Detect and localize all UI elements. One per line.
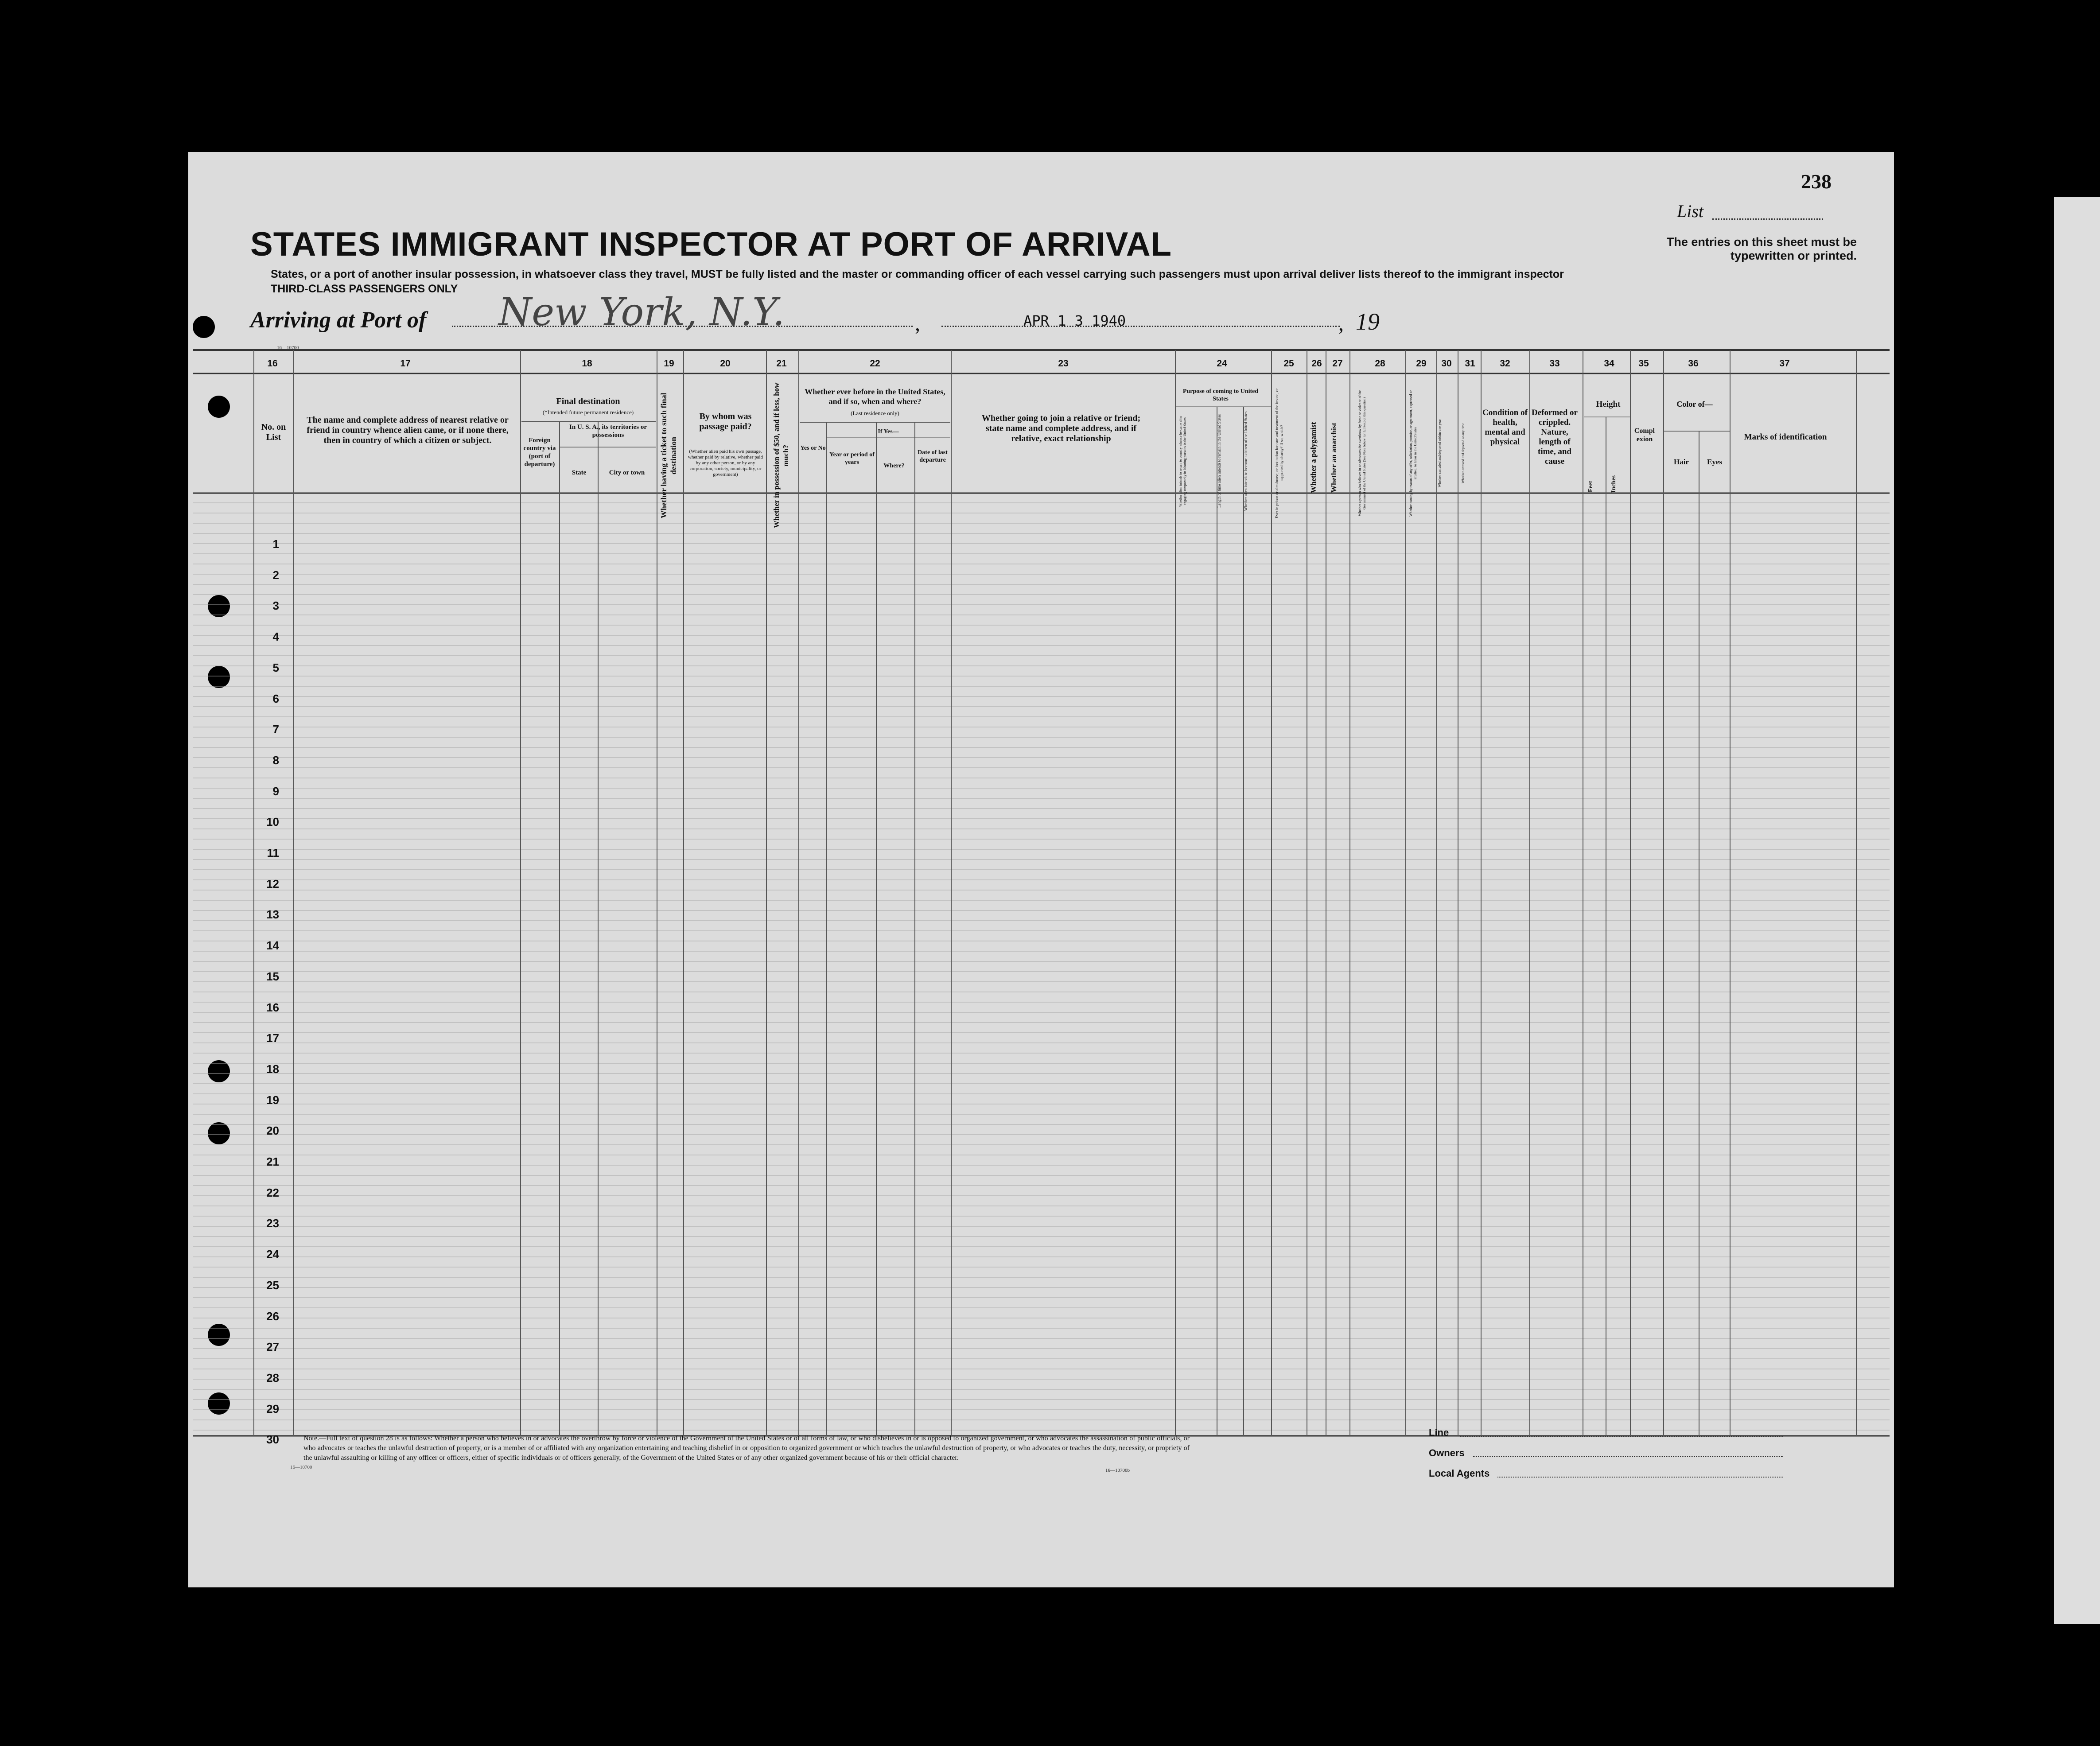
header-last-departure: Date of last departure — [918, 449, 948, 463]
row-number: 28 — [266, 1371, 279, 1384]
header-state: State — [572, 469, 587, 476]
header-citizen-intent: Whether alien intends to become a citizen of the United States — [1244, 411, 1248, 511]
line-field — [1460, 1436, 1783, 1437]
row-number: 3 — [272, 599, 279, 612]
entries-note: The entries on this sheet must be typewritten or printed. — [1666, 235, 1857, 262]
page-number: 238 — [1801, 170, 1832, 193]
col-number-22: 22 — [870, 358, 880, 369]
year-prefix: 19 — [1356, 308, 1380, 335]
header-city: City or town — [609, 469, 645, 476]
col-number-25: 25 — [1283, 358, 1294, 369]
port-handwritten: New York, N.Y. — [498, 290, 785, 334]
col-number-18: 18 — [582, 358, 592, 369]
header-ticket: Whether having a ticket to such final destination — [659, 393, 678, 518]
form-instructions: States, or a port of another insular possession, in whatsoever class they travel, MUST be fully listed and the master or commanding officer of each vessel carrying such passengers must upon arrival deliver lists thereof to the immigrant inspector — [271, 268, 1564, 280]
col-number-37: 37 — [1779, 358, 1790, 369]
header-fifty-dollars: Whether in possession of $50, and if less, how much? — [772, 382, 790, 529]
passenger-class: THIRD-CLASS PASSENGERS ONLY — [271, 283, 458, 295]
header-if-yes: If Yes— — [878, 428, 899, 435]
date-stamp: APR 1 3 1940 — [1023, 312, 1126, 329]
header-final-destination-sub: (*Intended future permanent residence) — [542, 409, 634, 416]
row-number: 4 — [272, 630, 279, 643]
row-number: 26 — [266, 1310, 279, 1323]
col-number-32: 32 — [1500, 358, 1510, 369]
row-number: 11 — [267, 846, 279, 859]
row-number: 13 — [266, 908, 279, 921]
row-number: 1 — [272, 537, 279, 551]
col-number-16: 16 — [267, 358, 278, 369]
col-number-34: 34 — [1604, 358, 1614, 369]
header-years: Year or period of years — [829, 451, 875, 466]
header-purpose: Purpose of coming to United States — [1182, 388, 1259, 402]
header-question-28: Whether a person who believes in or advocates the overthrow by force or violence of the Government of the United States (See Note below for full text of this question) — [1358, 390, 1366, 517]
col-number-19: 19 — [664, 358, 674, 369]
col-number-36: 36 — [1688, 358, 1699, 369]
row-number: 8 — [272, 754, 279, 767]
arriving-label: Arriving at Port of — [250, 307, 427, 333]
header-return-intent: Whether alien intends to return to country whence he came after engaging temporarily in laboring pursuits in the United States — [1178, 416, 1187, 507]
question-28-note: Note.—Full text of question 28 is as follows: Whether a person who believes in or advocates the overthrow by force or violence of the Government of the United States or of all forms of law, or who disbelieves in or is opposed to organized government, or who advocates the assassination of public officials, or who advocates or teaches the unlawful destruction of property, or is a member of or affiliated with any organization entertaining and teaching disbelief in or opposition to organized government or which teaches the unlawful destruction of property, or who advocates or teaches the duty, necessity, or propriety of the unlawful assaulting or killing of any officer or officers, either of specific individuals or of officers generally, of the Government of the United States or of any other organized government because of his or their official character. — [303, 1435, 1190, 1462]
header-in-usa: In U. S. A., its territories or possessions — [569, 424, 647, 439]
note-form-code: 16—10700b — [1105, 1468, 1130, 1473]
header-length-of-stay: Length of time alien intends to remain in the United States — [1217, 414, 1221, 508]
header-last-residence: (Last residence only) — [851, 410, 899, 416]
row-number: 12 — [266, 877, 279, 890]
list-field — [1712, 218, 1823, 220]
row-number: 9 — [272, 785, 279, 798]
form-title: STATES IMMIGRANT INSPECTOR AT PORT OF ARRIVAL — [250, 226, 1172, 263]
adjacent-page-strip — [2054, 197, 2100, 1624]
col-number-23: 23 — [1058, 358, 1069, 369]
row-number: 15 — [266, 970, 279, 983]
header-height: Height — [1596, 400, 1621, 409]
row-number: 18 — [266, 1062, 279, 1076]
comma: , — [915, 312, 920, 335]
line-label: Line — [1429, 1427, 1449, 1438]
manifest-grid — [188, 347, 1894, 1481]
header-passage-paid-sub: (Whether alien paid his own passage, whether paid by relative, whether paid by any other person, or by any corporation, society, municipality, or government) — [688, 449, 763, 477]
header-deported: Whether arrested and deported at any time — [1461, 423, 1465, 483]
header-no-on-list: No. on List — [261, 422, 286, 442]
header-excluded: Whether excluded and deported within one year — [1438, 419, 1442, 487]
header-prison: Ever in prison or almshouse, or institution for care and treatment of the insane, or supported by charity? If so, which? — [1275, 388, 1284, 518]
header-polygamist: Whether a polygamist — [1309, 422, 1318, 494]
row-number: 22 — [266, 1186, 279, 1199]
col-number-30: 30 — [1441, 358, 1452, 369]
row-number: 16 — [266, 1001, 279, 1014]
header-inches: Inches — [1610, 475, 1617, 493]
header-identification-marks: Marks of identification — [1744, 432, 1827, 442]
form-code-top: 16—10700 — [277, 345, 299, 350]
col-number-27: 27 — [1332, 358, 1343, 369]
row-number: 6 — [272, 692, 279, 705]
header-anarchist: Whether an anarchist — [1330, 422, 1338, 493]
row-number: 2 — [272, 568, 279, 582]
row-number: 21 — [266, 1155, 279, 1168]
header-where: Where? — [883, 463, 905, 469]
row-number: 24 — [266, 1248, 279, 1261]
row-number: 5 — [272, 661, 279, 674]
row-number: 19 — [266, 1093, 279, 1107]
row-rules — [193, 350, 1890, 1436]
local-agents-field — [1497, 1477, 1783, 1478]
row-number: 10 — [266, 815, 279, 828]
col-number-33: 33 — [1549, 358, 1560, 369]
header-deformed: Deformed or crippled. Nature, length of time, and cause — [1532, 408, 1578, 466]
row-number: 7 — [272, 723, 279, 736]
owners-field — [1473, 1456, 1783, 1457]
row-number: 30 — [266, 1433, 279, 1446]
header-join-relative: Whether going to join a relative or friend; state name and complete address, and if relative, exact relationship — [981, 413, 1141, 443]
header-feet: Feet — [1587, 481, 1594, 492]
local-agents-label: Local Agents — [1429, 1468, 1490, 1479]
list-label: List — [1677, 201, 1704, 221]
col-number-17: 17 — [400, 358, 411, 369]
col-number-35: 35 — [1638, 358, 1649, 369]
col-number-26: 26 — [1311, 358, 1322, 369]
col-number-21: 21 — [776, 358, 787, 369]
row-number: 27 — [266, 1340, 279, 1353]
header-health: Condition of health, mental and physical — [1482, 408, 1528, 447]
form-code-bottom: 16—10700 — [290, 1465, 312, 1470]
header-complexion: Complexion — [1634, 427, 1655, 443]
binder-hole — [193, 316, 215, 338]
row-number: 20 — [266, 1124, 279, 1137]
col-number-20: 20 — [720, 358, 731, 369]
header-hair: Hair — [1674, 458, 1689, 466]
row-number: 25 — [266, 1279, 279, 1292]
owners-label: Owners — [1429, 1447, 1465, 1458]
header-foreign-country: Foreign country via (port of departure) — [523, 437, 556, 468]
date-field-line — [941, 326, 1340, 327]
header-passage-paid: By whom was passage paid? — [699, 412, 752, 432]
manifest-sheet — [188, 152, 1894, 1587]
row-number: 17 — [266, 1031, 279, 1045]
row-number: 14 — [266, 939, 279, 952]
col-number-29: 29 — [1416, 358, 1427, 369]
comma: , — [1338, 312, 1344, 335]
header-final-destination: Final destination — [556, 397, 620, 406]
row-number: 23 — [266, 1217, 279, 1230]
header-ever-before: Whether ever before in the United States, and if so, when and where? — [805, 387, 945, 406]
col-number-24: 24 — [1217, 358, 1227, 369]
header-color-of: Color of— — [1676, 400, 1713, 408]
header-contract-labor: Whether coming by reason of any offer, solicitation, promise, or agreement, expressed or implied, to labor in the United States — [1409, 390, 1417, 517]
header-yes-no: Yes or No — [800, 445, 826, 451]
col-number-28: 28 — [1375, 358, 1385, 369]
header-eyes: Eyes — [1707, 458, 1722, 466]
header-nearest-relative: The name and complete address of nearest relative or friend in country whence alien came, or if none there, then in country of which a citizen or subject. — [307, 415, 509, 445]
row-number: 29 — [266, 1402, 279, 1415]
col-number-31: 31 — [1465, 358, 1475, 369]
